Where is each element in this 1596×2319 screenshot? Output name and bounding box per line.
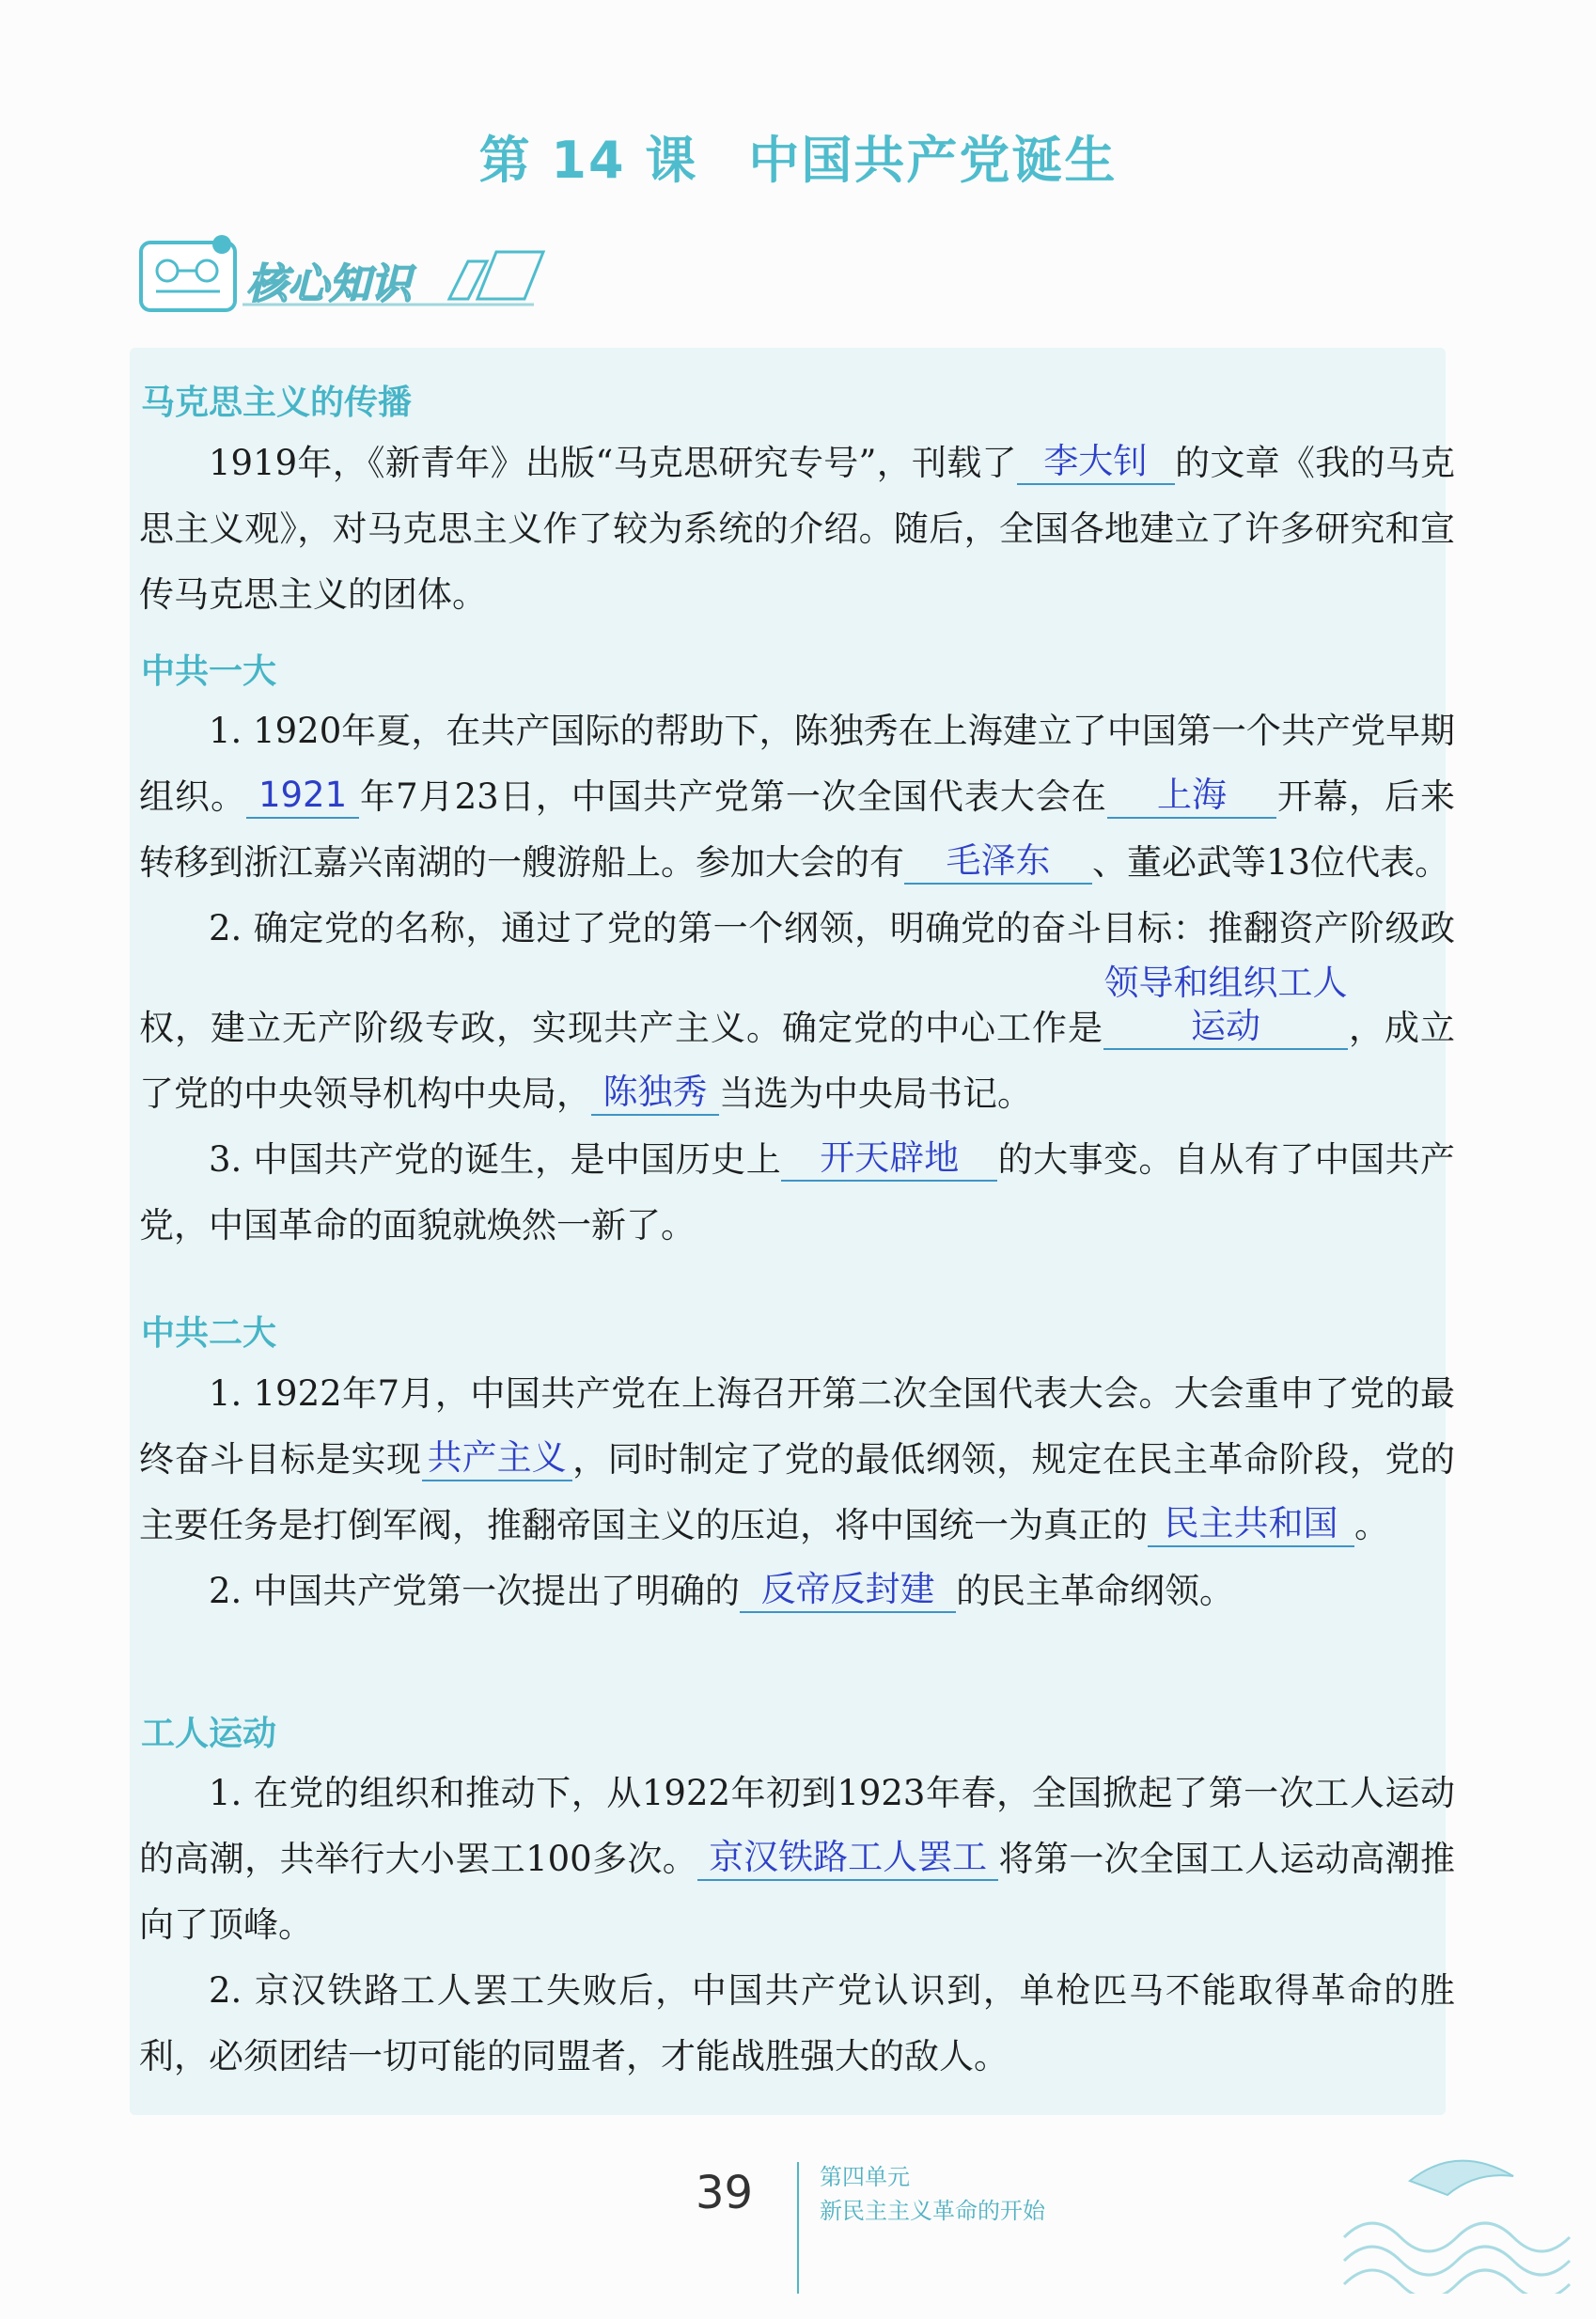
unit-title: 新民主主义革命的开始: [820, 2198, 1045, 2224]
section-first-congress-text: [139, 698, 1455, 1259]
page-number: 39: [696, 2167, 754, 2219]
paragraph: 1. 1920年夏，在共产国际的帮助下，陈独秀在上海建立了中国第一个共产党早期组织。 1921 年7月23日，中国共产党第一次全国代表大会在 上海 开幕，后来转移到浙江嘉兴南湖的一艘游船上。参加大会的有 毛泽东 、董必武等13位代表。: [139, 711, 1456, 883]
section-heading-labor-movement: 工人运动: [141, 1715, 277, 1753]
banner-label: 核心知识: [246, 260, 412, 308]
answer-blank: 京汉铁路工人罢工: [697, 1836, 998, 1881]
unit-number: 第四单元: [820, 2164, 910, 2190]
section-marxism-text: [139, 431, 1455, 628]
answer-blank: 毛泽东: [904, 839, 1092, 885]
paragraph: 1919年，《新青年》出版“马克思研究专号”，刊载了 李大钊 的文章《我的马克思主义观》，对马克思主义作了较为系统的介绍。随后，全国各地建立了许多研究和宣传马克思主义的团体。: [139, 441, 1456, 615]
answer-blank: 1921: [246, 774, 359, 819]
footer-divider: [797, 2162, 799, 2294]
section-heading-second-congress: 中共二大: [141, 1314, 277, 1353]
page-title: [0, 120, 1596, 193]
paragraph: 2. 京汉铁路工人罢工失败后，中国共产党认识到，单枪匹马不能取得革命的胜利，必须团结一切可能的同盟者，才能战胜强大的敌人。: [139, 1970, 1455, 2076]
lesson-topic: 中国共产党诞生: [748, 131, 1118, 190]
answer-blank: 上海: [1107, 774, 1276, 819]
wave-decoration-icon: [1335, 2124, 1579, 2294]
paragraph: 3. 中国共产党的诞生，是中国历史上 开天辟地 的大事变。自从有了中国共产党，中国革命的面貌就焕然一新了。: [139, 1137, 1456, 1246]
section-labor-movement-text: [139, 1761, 1455, 2090]
answer-blank: 陈独秀: [591, 1071, 719, 1116]
answer-blank: 李大钊: [1017, 440, 1175, 485]
paragraph: 1. 1922年7月，中国共产党在上海召开第二次全国代表大会。大会重申了党的最终奋斗目标是实现 共产主义 ，同时制定了党的最低纲领，规定在民主革命阶段，党的主要任务是打倒军阀，推翻帝国主义的压迫，将中国统一为真正的 民主共和国 。: [139, 1373, 1456, 1545]
paragraph: 2. 中国共产党第一次提出了明确的 反帝反封建 的民主革命纲领。: [209, 1569, 1235, 1611]
answer-blank: 反帝反封建: [740, 1568, 956, 1613]
paragraph: 2. 确定党的名称，通过了党的第一个纲领，明确党的奋斗目标：推翻资产阶级政权，建立无产阶级专政，实现共产主义。确定党的中心工作是领导和组织工人运动 ，成立了党的中央领导机构中央局， 陈独秀 当选为中央局书记。: [139, 908, 1455, 1114]
answer-blank: 领导和组织工人运动: [1103, 962, 1348, 1050]
paragraph: 1. 在党的组织和推动下，从1922年初到1923年春，全国掀起了第一次工人运动的高潮，共举行大小罢工100多次。 京汉铁路工人罢工 将第一次全国工人运动高潮推向了顶峰。: [139, 1773, 1456, 1945]
answer-blank: 共产主义: [422, 1436, 572, 1481]
section-heading-marxism: 马克思主义的传播: [141, 384, 413, 422]
lesson-number: 第 14 课: [478, 131, 698, 190]
unit-label: [820, 2160, 1045, 2228]
answer-blank: 民主共和国: [1148, 1502, 1354, 1547]
answer-blank: 开天辟地: [781, 1136, 997, 1182]
section-second-congress-text: [139, 1361, 1455, 1624]
section-heading-first-congress: 中共一大: [141, 652, 277, 691]
